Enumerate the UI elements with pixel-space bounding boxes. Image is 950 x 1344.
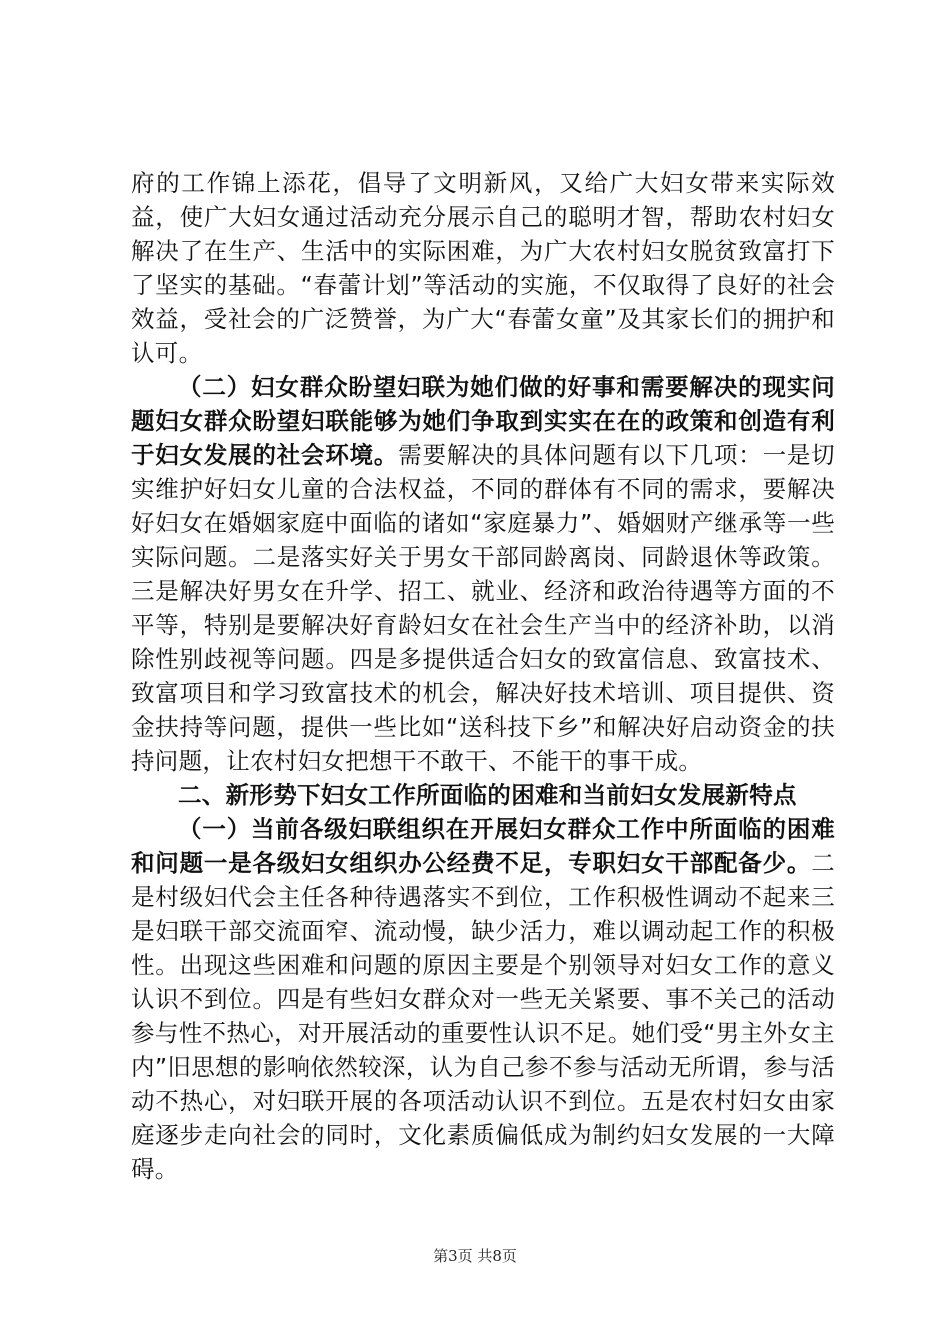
page-footer [0,1246,950,1266]
paragraph-women-expectations [131,370,835,778]
paragraph-current-difficulties [131,812,835,1186]
document-body [131,166,835,1186]
paragraph-text: 府的工作锦上添花，倡导了文明新风，又给广大妇女带来实际效益，使广大妇女通过活动充分展示自己的聪明才智，帮助农村妇女解决了在生产、生活中的实际困难，为广大农村妇女脱贫致富打下了坚实的基础。“春蕾计划”等活动的实施，不仅取得了良好的社会效益，受社会的广泛赞誉，为广大“春蕾女童”及其家长们的拥护和认可。 [131,169,835,367]
section-heading: 二、新形势下妇女工作所面临的困难和当前妇女发展新特点 [178,781,797,809]
section-heading-difficulties [131,778,835,812]
page-number: 第3页 共8页 [433,1247,517,1265]
paragraph-heading: （一）当前各级妇联组织在开展妇女群众工作中所面临的困难和问题一是各级妇女组织办公经费不足，专职妇女干部配备少。 [131,815,835,877]
paragraph-heading: （二）妇女群众盼望妇联为她们做的好事和需要解决的现实问题妇女群众盼望妇联能够为她们争取到实实在在的政策和创造有利于妇女发展的社会环境。 [131,373,835,469]
paragraph-text: 二是村级妇代会主任各种待遇落实不到位，工作积极性调动不起来三是妇联干部交流面窄、流动慢，缺少活力，难以调动起工作的积极性。出现这些困难和问题的原因主要是个别领导对妇女工作的意义认识不到位。四是有些妇女群众对一些无关紧要、事不关己的活动参与性不热心，对开展活动的重要性认识不足。她们受“男主外女主内”旧思想的影响依然较深，认为自己参不参与活动无所谓，参与活动不热心，对妇联开展的各项活动认识不到位。五是农村妇女由家庭逐步走向社会的同时，文化素质偏低成为制约妇女发展的一大障碍。 [131,849,835,1183]
paragraph-continuation [131,166,835,370]
paragraph-text: 需要解决的具体问题有以下几项：一是切实维护好妇女儿童的合法权益，不同的群体有不同的需求，要解决好妇女在婚姻家庭中面临的诸如“家庭暴力”、婚姻财产继承等一些实际问题。二是落实好关于男女干部同龄离岗、同龄退休等政策。三是解决好男女在升学、招工、就业、经济和政治待遇等方面的不平等，特别是要解决好育龄妇女在社会生产当中的经济补助，以消除性别歧视等问题。四是多提供适合妇女的致富信息、致富技术、致富项目和学习致富技术的机会，解决好技术培训、项目提供、资金扶持等问题，提供一些比如“送科技下乡”和解决好启动资金的扶持问题，让农村妇女把想干不敢干、不能干的事干成。 [131,441,835,775]
